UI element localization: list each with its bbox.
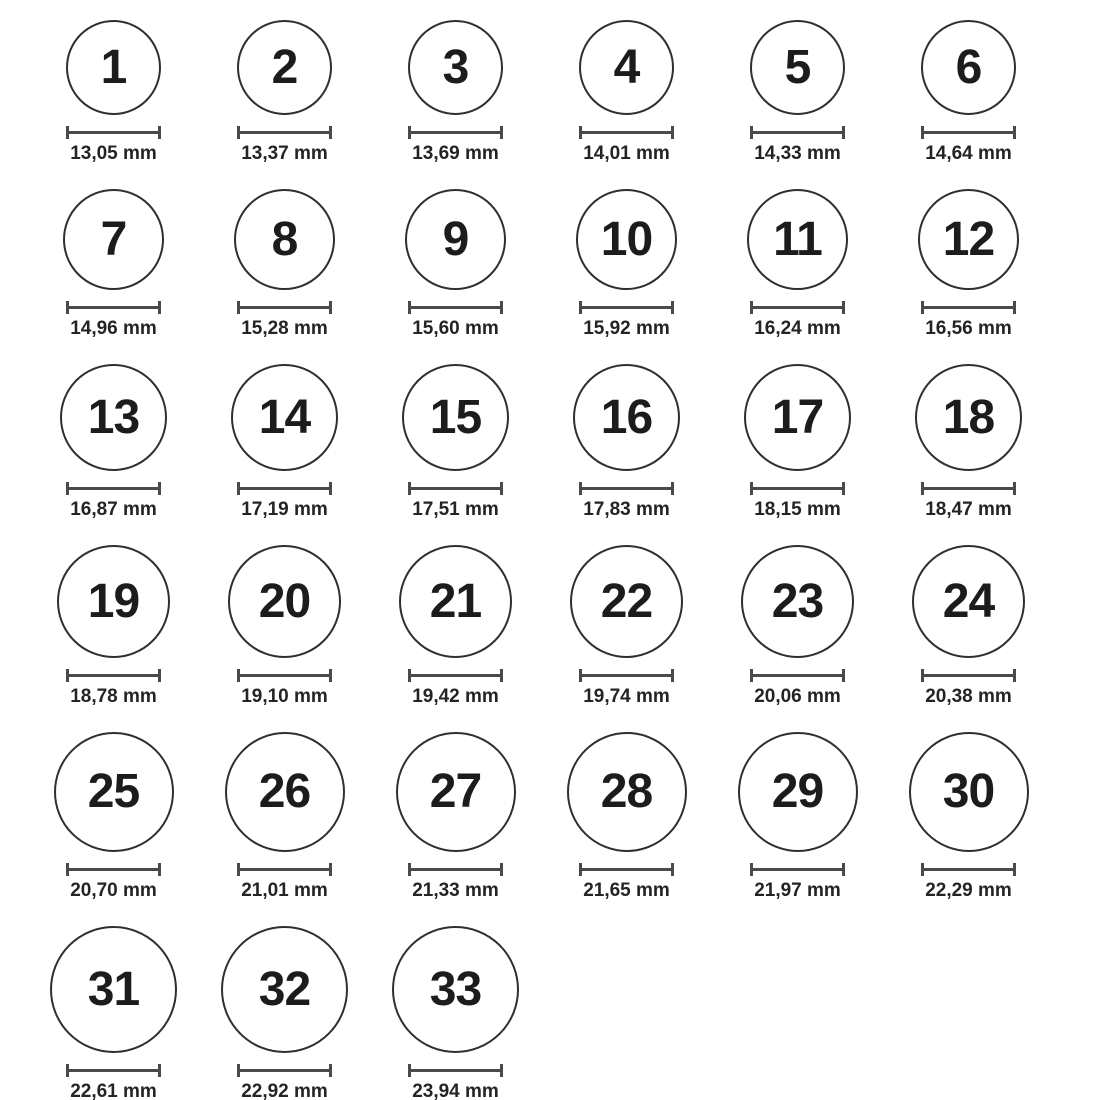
diameter-label: 20,38 mm xyxy=(925,686,1012,707)
diameter-label: 22,29 mm xyxy=(925,880,1012,901)
diameter-label: 22,92 mm xyxy=(241,1081,328,1100)
ring-circle xyxy=(909,732,1029,852)
measure-tick-left xyxy=(579,669,582,682)
measure-tick-right xyxy=(158,1064,161,1077)
measure-line xyxy=(750,131,845,134)
ring-size-item xyxy=(712,545,883,708)
measure-tick-right xyxy=(671,126,674,139)
ring-size-number: 2 xyxy=(271,40,298,94)
diameter-label: 17,83 mm xyxy=(583,499,670,520)
measure-line xyxy=(579,131,674,134)
ring-circle xyxy=(744,364,851,471)
measure-line xyxy=(237,868,332,871)
ring-size-number: 20 xyxy=(258,574,311,628)
measure-line xyxy=(921,487,1016,490)
measure-tick-right xyxy=(329,863,332,876)
measure-tick-right xyxy=(1013,126,1016,139)
measure-tick-right xyxy=(329,669,332,682)
measure-tick-left xyxy=(237,863,240,876)
diameter-label: 16,87 mm xyxy=(70,499,157,520)
diameter-label: 22,61 mm xyxy=(70,1081,157,1100)
ring-size-item xyxy=(541,20,712,165)
measure-line xyxy=(750,868,845,871)
measure-line xyxy=(750,306,845,309)
measure-tick-right xyxy=(500,669,503,682)
diameter-measure xyxy=(408,301,503,314)
diameter-label: 19,10 mm xyxy=(241,686,328,707)
ring-size-item xyxy=(541,545,712,708)
ring-size-number: 19 xyxy=(87,574,140,628)
measure-line xyxy=(579,487,674,490)
ring-size-item xyxy=(883,364,1054,521)
diameter-measure xyxy=(750,863,845,876)
ring-size-item xyxy=(370,20,541,165)
ring-circle xyxy=(747,189,848,290)
chart-row xyxy=(28,20,1100,165)
ring-size-item xyxy=(199,364,370,521)
measure-tick-left xyxy=(237,126,240,139)
ring-circle xyxy=(915,364,1022,471)
ring-circle xyxy=(237,20,332,115)
measure-tick-left xyxy=(921,863,924,876)
ring-circle xyxy=(405,189,506,290)
ring-circle xyxy=(921,20,1016,115)
measure-tick-left xyxy=(66,482,69,495)
measure-line xyxy=(66,131,161,134)
ring-size-number: 18 xyxy=(942,390,995,444)
ring-size-item xyxy=(883,732,1054,902)
diameter-label: 18,15 mm xyxy=(754,499,841,520)
measure-line xyxy=(921,306,1016,309)
measure-line xyxy=(921,868,1016,871)
measure-tick-right xyxy=(329,126,332,139)
measure-tick-right xyxy=(842,482,845,495)
ring-size-number: 1 xyxy=(100,40,127,94)
ring-circle xyxy=(54,732,174,852)
diameter-label: 19,74 mm xyxy=(583,686,670,707)
measure-tick-right xyxy=(842,669,845,682)
measure-tick-right xyxy=(500,301,503,314)
ring-size-number: 22 xyxy=(600,574,653,628)
diameter-label: 21,97 mm xyxy=(754,880,841,901)
diameter-measure xyxy=(750,126,845,139)
measure-tick-right xyxy=(842,301,845,314)
ring-size-item xyxy=(712,189,883,340)
ring-circle xyxy=(221,926,348,1053)
ring-size-item xyxy=(28,732,199,902)
measure-tick-left xyxy=(237,482,240,495)
ring-size-item xyxy=(28,189,199,340)
ring-size-number: 14 xyxy=(258,390,311,444)
diameter-measure xyxy=(921,482,1016,495)
measure-tick-left xyxy=(237,669,240,682)
diameter-measure xyxy=(750,669,845,682)
diameter-label: 18,78 mm xyxy=(70,686,157,707)
ring-size-item xyxy=(28,364,199,521)
measure-tick-left xyxy=(921,482,924,495)
measure-line xyxy=(237,1069,332,1072)
measure-line xyxy=(750,487,845,490)
measure-tick-left xyxy=(750,863,753,876)
ring-size-number: 16 xyxy=(600,390,653,444)
measure-tick-left xyxy=(237,301,240,314)
ring-size-number: 17 xyxy=(771,390,824,444)
ring-size-number: 3 xyxy=(442,40,469,94)
ring-circle xyxy=(750,20,845,115)
measure-line xyxy=(579,306,674,309)
diameter-label: 18,47 mm xyxy=(925,499,1012,520)
ring-size-number: 11 xyxy=(773,212,822,266)
measure-tick-right xyxy=(500,126,503,139)
measure-tick-left xyxy=(408,669,411,682)
measure-tick-right xyxy=(1013,482,1016,495)
measure-tick-left xyxy=(408,482,411,495)
measure-tick-right xyxy=(158,301,161,314)
measure-tick-left xyxy=(579,301,582,314)
ring-size-item xyxy=(370,545,541,708)
ring-circle xyxy=(60,364,167,471)
ring-circle xyxy=(50,926,177,1053)
measure-tick-left xyxy=(66,126,69,139)
diameter-measure xyxy=(66,126,161,139)
measure-tick-left xyxy=(408,1064,411,1077)
ring-circle xyxy=(567,732,687,852)
diameter-measure xyxy=(237,482,332,495)
measure-tick-right xyxy=(1013,863,1016,876)
ring-size-item xyxy=(199,545,370,708)
diameter-measure xyxy=(921,301,1016,314)
measure-tick-right xyxy=(329,301,332,314)
ring-size-item xyxy=(199,189,370,340)
ring-circle xyxy=(408,20,503,115)
ring-circle xyxy=(576,189,677,290)
ring-circle xyxy=(912,545,1025,658)
diameter-measure xyxy=(237,863,332,876)
diameter-measure xyxy=(66,301,161,314)
measure-tick-left xyxy=(66,863,69,876)
ring-circle xyxy=(738,732,858,852)
diameter-measure xyxy=(237,301,332,314)
measure-tick-right xyxy=(842,863,845,876)
ring-size-number: 5 xyxy=(784,40,811,94)
diameter-measure xyxy=(579,301,674,314)
measure-tick-left xyxy=(579,482,582,495)
diameter-label: 21,33 mm xyxy=(412,880,499,901)
diameter-label: 15,60 mm xyxy=(412,318,499,339)
measure-line xyxy=(408,306,503,309)
diameter-measure xyxy=(237,1064,332,1077)
measure-line xyxy=(237,131,332,134)
ring-size-number: 24 xyxy=(942,574,995,628)
measure-tick-left xyxy=(750,301,753,314)
diameter-label: 16,24 mm xyxy=(754,318,841,339)
measure-tick-right xyxy=(671,301,674,314)
diameter-label: 20,06 mm xyxy=(754,686,841,707)
diameter-measure xyxy=(408,863,503,876)
ring-circle xyxy=(396,732,516,852)
diameter-measure xyxy=(921,863,1016,876)
measure-line xyxy=(66,868,161,871)
ring-size-number: 7 xyxy=(100,212,127,266)
measure-tick-left xyxy=(237,1064,240,1077)
diameter-measure xyxy=(750,301,845,314)
ring-size-item xyxy=(199,732,370,902)
diameter-measure xyxy=(579,669,674,682)
ring-circle xyxy=(573,364,680,471)
diameter-measure xyxy=(237,669,332,682)
ring-size-item xyxy=(541,189,712,340)
ring-size-item xyxy=(541,732,712,902)
diameter-label: 15,28 mm xyxy=(241,318,328,339)
ring-size-item xyxy=(541,364,712,521)
diameter-label: 14,33 mm xyxy=(754,143,841,164)
ring-size-item xyxy=(28,926,199,1100)
diameter-label: 19,42 mm xyxy=(412,686,499,707)
measure-tick-left xyxy=(921,669,924,682)
diameter-label: 15,92 mm xyxy=(583,318,670,339)
measure-line xyxy=(408,487,503,490)
diameter-measure xyxy=(579,482,674,495)
measure-tick-left xyxy=(579,863,582,876)
diameter-label: 17,19 mm xyxy=(241,499,328,520)
measure-tick-left xyxy=(750,669,753,682)
measure-line xyxy=(237,306,332,309)
measure-tick-right xyxy=(671,482,674,495)
diameter-measure xyxy=(408,669,503,682)
measure-tick-left xyxy=(66,669,69,682)
measure-tick-right xyxy=(329,482,332,495)
ring-size-item xyxy=(883,20,1054,165)
measure-tick-right xyxy=(1013,301,1016,314)
measure-tick-right xyxy=(500,863,503,876)
measure-tick-right xyxy=(500,1064,503,1077)
ring-size-number: 32 xyxy=(258,962,311,1016)
ring-size-item xyxy=(883,545,1054,708)
diameter-measure xyxy=(921,669,1016,682)
diameter-label: 16,56 mm xyxy=(925,318,1012,339)
measure-tick-left xyxy=(750,482,753,495)
ring-circle xyxy=(570,545,683,658)
measure-tick-left xyxy=(66,301,69,314)
measure-tick-right xyxy=(329,1064,332,1077)
ring-size-number: 10 xyxy=(600,212,653,266)
diameter-label: 13,05 mm xyxy=(70,143,157,164)
ring-size-item xyxy=(199,20,370,165)
ring-size-number: 26 xyxy=(258,765,311,818)
ring-size-number: 15 xyxy=(429,390,482,444)
ring-size-item xyxy=(370,189,541,340)
measure-tick-right xyxy=(842,126,845,139)
measure-tick-right xyxy=(158,863,161,876)
measure-tick-left xyxy=(921,301,924,314)
measure-line xyxy=(579,868,674,871)
measure-tick-right xyxy=(671,669,674,682)
diameter-measure xyxy=(237,126,332,139)
measure-line xyxy=(750,674,845,677)
diameter-measure xyxy=(750,482,845,495)
measure-tick-left xyxy=(579,126,582,139)
measure-tick-right xyxy=(158,482,161,495)
diameter-label: 21,01 mm xyxy=(241,880,328,901)
diameter-label: 13,69 mm xyxy=(412,143,499,164)
ring-circle xyxy=(918,189,1019,290)
measure-line xyxy=(408,868,503,871)
measure-line xyxy=(237,487,332,490)
diameter-measure xyxy=(408,126,503,139)
measure-line xyxy=(579,674,674,677)
diameter-measure xyxy=(66,863,161,876)
ring-circle xyxy=(57,545,170,658)
ring-size-item xyxy=(883,189,1054,340)
chart-row xyxy=(28,364,1100,521)
ring-circle xyxy=(234,189,335,290)
ring-circle xyxy=(228,545,341,658)
diameter-measure xyxy=(66,1064,161,1077)
ring-size-number: 13 xyxy=(87,390,140,444)
diameter-label: 14,64 mm xyxy=(925,143,1012,164)
measure-line xyxy=(66,306,161,309)
ring-size-number: 23 xyxy=(771,574,824,628)
diameter-label: 21,65 mm xyxy=(583,880,670,901)
diameter-label: 17,51 mm xyxy=(412,499,499,520)
ring-size-number: 33 xyxy=(429,962,482,1016)
ring-circle xyxy=(63,189,164,290)
diameter-label: 23,94 mm xyxy=(412,1081,499,1100)
ring-size-item xyxy=(28,545,199,708)
measure-tick-right xyxy=(1013,669,1016,682)
measure-tick-right xyxy=(158,126,161,139)
ring-circle xyxy=(231,364,338,471)
chart-row xyxy=(28,189,1100,340)
diameter-measure xyxy=(579,126,674,139)
diameter-measure xyxy=(579,863,674,876)
ring-size-number: 28 xyxy=(600,765,653,818)
ring-size-number: 12 xyxy=(942,212,995,266)
diameter-label: 20,70 mm xyxy=(70,880,157,901)
ring-circle xyxy=(399,545,512,658)
measure-line xyxy=(408,674,503,677)
ring-circle xyxy=(392,926,519,1053)
measure-tick-left xyxy=(408,301,411,314)
ring-size-item xyxy=(370,732,541,902)
diameter-measure xyxy=(921,126,1016,139)
diameter-measure xyxy=(408,482,503,495)
ring-size-number: 27 xyxy=(429,765,482,818)
measure-line xyxy=(408,131,503,134)
ring-size-item xyxy=(712,732,883,902)
measure-tick-right xyxy=(500,482,503,495)
chart-row xyxy=(28,732,1100,902)
chart-row xyxy=(28,545,1100,708)
measure-line xyxy=(66,487,161,490)
ring-size-item xyxy=(712,20,883,165)
measure-line xyxy=(66,1069,161,1072)
ring-size-item xyxy=(712,364,883,521)
diameter-measure xyxy=(408,1064,503,1077)
ring-circle xyxy=(579,20,674,115)
measure-line xyxy=(408,1069,503,1072)
ring-size-number: 9 xyxy=(442,212,469,266)
diameter-label: 13,37 mm xyxy=(241,143,328,164)
diameter-measure xyxy=(66,482,161,495)
ring-size-item xyxy=(370,364,541,521)
ring-circle xyxy=(225,732,345,852)
measure-tick-right xyxy=(671,863,674,876)
measure-tick-right xyxy=(158,669,161,682)
ring-size-number: 21 xyxy=(429,574,482,628)
chart-row xyxy=(28,926,1100,1100)
measure-line xyxy=(237,674,332,677)
ring-size-number: 30 xyxy=(942,765,995,818)
ring-size-number: 25 xyxy=(87,765,140,818)
diameter-label: 14,01 mm xyxy=(583,143,670,164)
ring-size-item xyxy=(28,20,199,165)
measure-tick-left xyxy=(408,863,411,876)
measure-line xyxy=(921,131,1016,134)
ring-circle xyxy=(741,545,854,658)
ring-size-item xyxy=(370,926,541,1100)
ring-size-number: 31 xyxy=(87,962,140,1016)
measure-line xyxy=(921,674,1016,677)
diameter-measure xyxy=(66,669,161,682)
measure-tick-left xyxy=(408,126,411,139)
ring-size-number: 4 xyxy=(613,40,640,94)
ring-circle xyxy=(66,20,161,115)
diameter-label: 14,96 mm xyxy=(70,318,157,339)
measure-tick-left xyxy=(921,126,924,139)
ring-size-item xyxy=(199,926,370,1100)
measure-line xyxy=(66,674,161,677)
ring-circle xyxy=(402,364,509,471)
ring-size-number: 8 xyxy=(271,212,298,266)
measure-tick-left xyxy=(66,1064,69,1077)
ring-size-number: 6 xyxy=(955,40,982,94)
ring-size-number: 29 xyxy=(771,765,824,818)
measure-tick-left xyxy=(750,126,753,139)
